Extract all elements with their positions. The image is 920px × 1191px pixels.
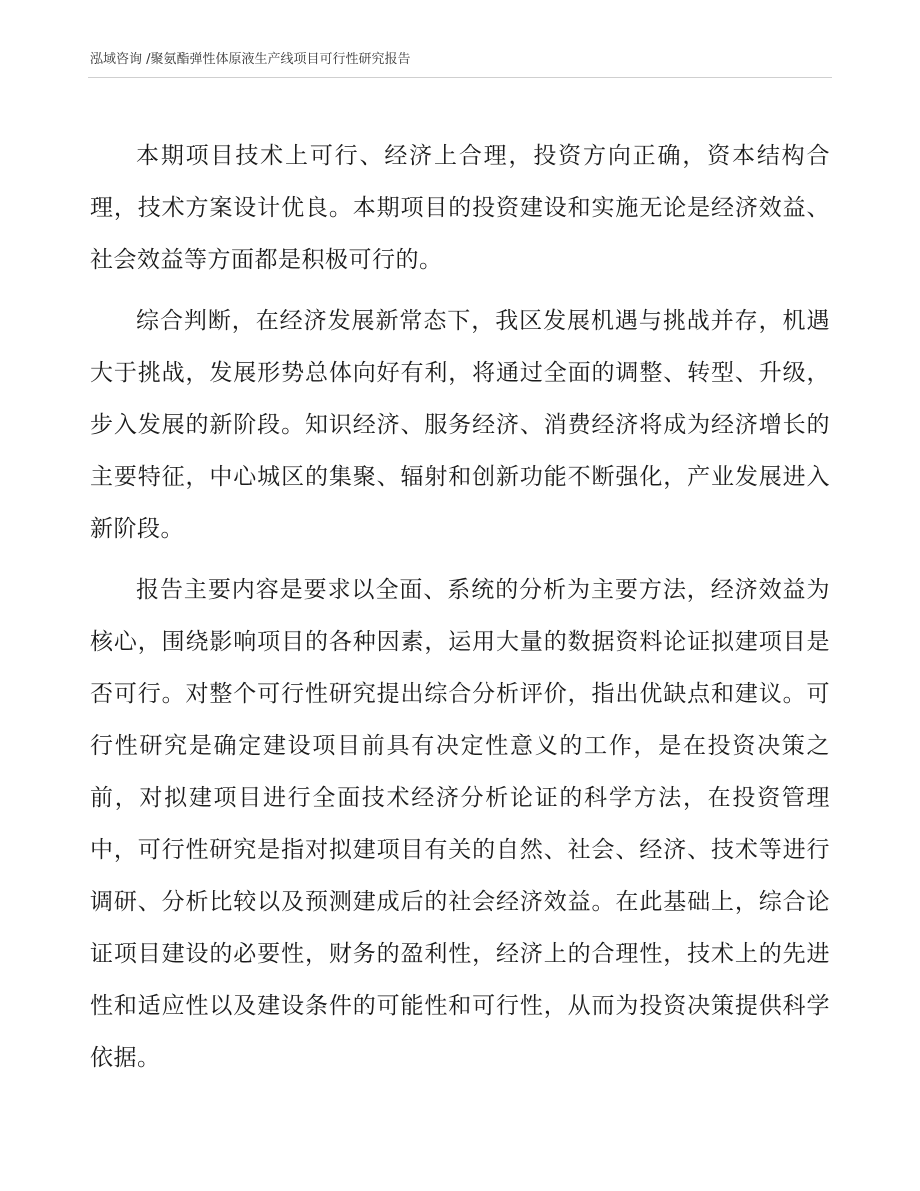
paragraph-2: 综合判断，在经济发展新常态下，我区发展机遇与挑战并存，机遇大于挑战，发展形势总体向好有利，将通过全面的调整、转型、升级，步入发展的新阶段。知识经济、服务经济、消费经济将成为经济增长的主要特征，中心城区的集聚、辐射和创新功能不断强化，产业发展进入新阶段。 xyxy=(90,308,830,542)
paragraph-3: 报告主要内容是要求以全面、系统的分析为主要方法，经济效益为核心，围绕影响项目的各种因素，运用大量的数据资料论证拟建项目是否可行。对整个可行性研究提出综合分析评价，指出优缺点和建议。可行性研究是确定建设项目前具有决定性意义的工作，是在投资决策之前，对拟建项目进行全面技术经济分析论证的科学方法，在投资管理中，可行性研究是指对拟建项目有关的自然、社会、经济、技术等进行调研、分析比较以及预测建成后的社会经济效益。在此基础上，综合论证项目建设的必要性，财务的盈利性，经济上的合理性，技术上的先进性和适应性以及建设条件的可能性和可行性，从而为投资决策提供科学依据。 xyxy=(90,577,830,1071)
header-divider xyxy=(88,77,832,78)
paragraph-1: 本期项目技术上可行、经济上合理，投资方向正确，资本结构合理，技术方案设计优良。本期项目的投资建设和实施无论是经济效益、社会效益等方面都是积极可行的。 xyxy=(90,143,830,273)
running-header: 泓域咨询 /聚氨酯弹性体原液生产线项目可行性研究报告 xyxy=(90,52,411,67)
document-body xyxy=(90,130,830,1093)
